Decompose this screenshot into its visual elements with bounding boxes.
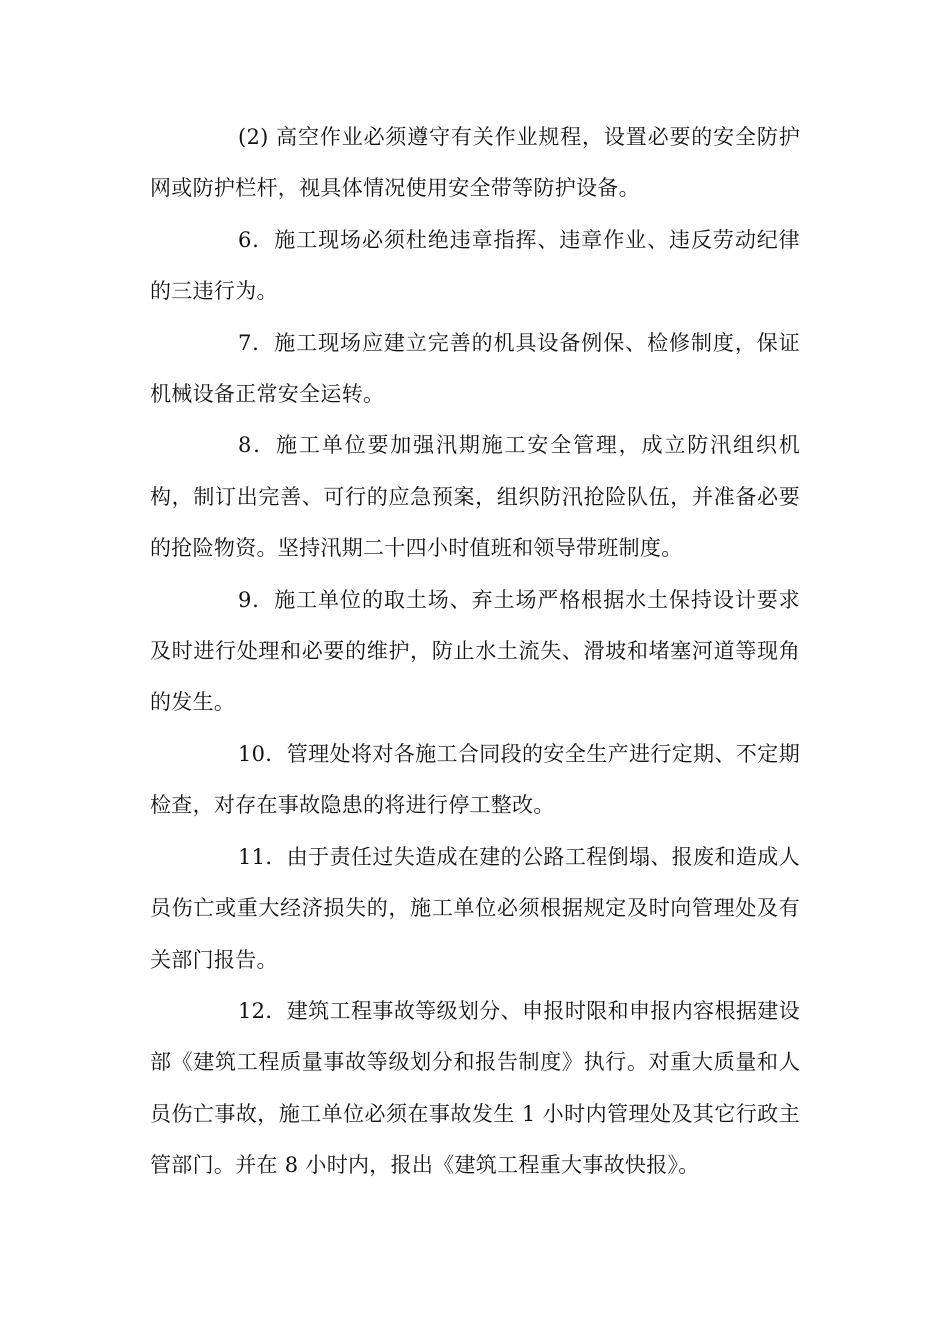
paragraph-item-11: 11．由于责任过失造成在建的公路工程倒塌、报废和造成人员伤亡或重大经济损失的，施工单位必须根据规定及时向管理处及有关部门报告。 [150,844,800,972]
document-body [150,112,800,1192]
paragraph-item-8: 8．施工单位要加强汛期施工安全管理，成立防汛组织机构，制订出完善、可行的应急预案，组织防汛抢险队伍，并准备必要的抢险物资。坚持汛期二十四小时值班和领导带班制度。 [150,433,800,561]
paragraph-item-9: 9．施工单位的取土场、弃土场严格根据水土保持设计要求及时进行处理和必要的维护，防止水土流失、滑坡和堵塞河道等现角的发生。 [150,587,800,715]
paragraph-item-10: 10．管理处将对各施工合同段的安全生产进行定期、不定期检查，对存在事故隐患的将进行停工整改。 [150,741,800,818]
paragraph-item-12: 12．建筑工程事故等级划分、申报时限和申报内容根据建设部《建筑工程质量事故等级划分和报告制度》执行。对重大质量和人员伤亡事故，施工单位必须在事故发生 1 小时内管理处及其它行政主管部门。并在 8 小时内，报出《建筑工程重大事故快报》。 [150,998,800,1178]
paragraph-item-7: 7．施工现场应建立完善的机具设备例保、检修制度，保证机械设备正常安全运转。 [150,330,800,407]
paragraph-item-2-safety-net: (2) 高空作业必须遵守有关作业规程，设置必要的安全防护网或防护栏杆，视具体情况使用安全带等防护设备。 [150,125,800,201]
paragraph-item-6: 6．施工现场必须杜绝违章指挥、违章作业、违反劳动纪律的三违行为。 [150,227,800,304]
